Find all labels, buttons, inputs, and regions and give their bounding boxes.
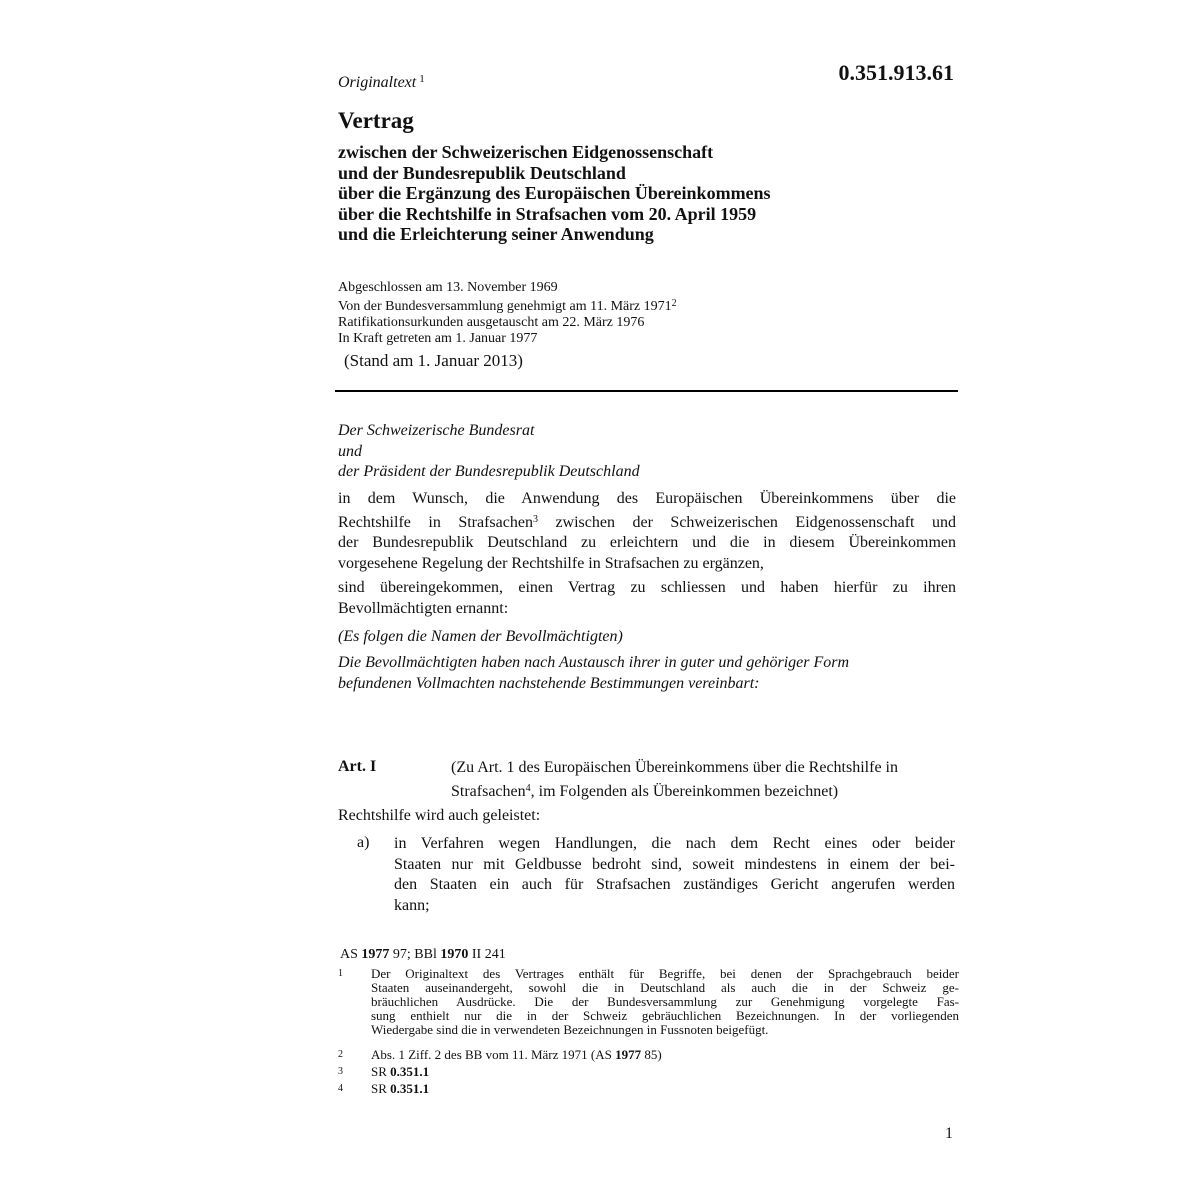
approved-text: Von der Bundesversammlung genehmigt am 11. März 1971 [338,299,672,314]
sr-number: 0.351.913.61 [838,60,954,85]
text-line: Der Originaltext des Vertrages enthält für Begriffe, bei denen der Sprachgebrauch beider [371,966,959,981]
article-label: Art. I [338,758,377,775]
party-line: und [338,442,362,460]
text-span: 85) [641,1047,662,1062]
preamble-paragraph-2 [338,578,956,619]
bbl-year: 1970 [440,947,469,962]
in-force-date: In Kraft getreten am 1. Januar 1977 [338,331,538,346]
footnote-ref-1[interactable]: 1 [419,73,425,85]
as-year: 1977 [615,1047,642,1062]
article-title [451,758,956,802]
footnote-text [371,1048,959,1062]
footnote-2 [338,1048,959,1064]
header-divider [335,390,958,392]
preamble-parties [338,421,956,483]
subtitle-line: zwischen der Schweizerischen Eidgenossenschaft [338,142,714,162]
ratified-date: Ratifikationsurkunden ausgetauscht am 22. März 1976 [338,315,645,330]
text-span: Abs. 1 Ziff. 2 des BB vom 11. März 1971 (AS [371,1047,616,1062]
sr-reference[interactable]: 0.351.1 [390,1081,430,1096]
party-line: Der Schweizerische Bundesrat [338,422,535,439]
article-intro: Rechtshilfe wird auch geleistet: [338,807,541,824]
preamble-paragraph-4 [338,653,956,694]
text-span: zwischen der Schweizerischen Eidgenossenschaft und [537,513,956,531]
text-span: II 241 [468,947,506,962]
footnote-ref-4[interactable]: 4 [525,782,531,794]
text-span: Strafsachen [451,782,526,800]
subtitle-line: über die Rechtshilfe in Strafsachen vom 20. April 1959 [338,203,757,224]
text-line: in Verfahren wegen Handlungen, die nach dem Recht eines oder beider [394,835,955,852]
footnote-text [371,967,959,1037]
text-span: SR [371,1064,391,1079]
text-span: 97; BBl [389,947,441,962]
text-line: (Zu Art. 1 des Europäischen Übereinkommens über die Rechtshilfe in [451,759,898,776]
text-line: bräuchlichen Ausdrücke. Die der Bundesversammlung zur Genehmigung vorgelegte Fas- [371,994,959,1009]
plenipotentiaries-note: (Es folgen die Namen der Bevollmächtigten) [338,628,623,645]
original-text-word: Originaltext [338,74,417,91]
party-line: der Präsident der Bundesrepublik Deutschland [338,463,640,480]
text-line: sind übereingekommen, einen Vertrag zu schliessen und haben hierfür zu ihren [338,579,956,596]
preamble-paragraph-1 [338,489,956,574]
text-span: Rechtshilfe in Strafsachen [338,513,533,531]
status-date: (Stand am 1. Januar 2013) [344,351,523,370]
list-item-letter: a) [357,834,370,851]
concluded-date: Abgeschlossen am 13. November 1969 [338,280,558,295]
footnote-text [371,1065,959,1079]
text-line: vorgesehene Regelung der Rechtshilfe in Strafsachen zu ergänzen, [338,554,764,572]
subtitle-line: und der Bundesrepublik Deutschland [338,162,626,183]
text-line: Staaten nur mit Geldbusse bedroht sind, soweit mindestens in einem der bei- [394,855,955,873]
approved-date [338,296,677,315]
list-item-text [394,834,955,916]
subtitle-line: über die Ergänzung des Europäischen Übereinkommens [338,183,771,203]
text-line: Die Bevollmächtigten haben nach Austausch ihrer in guter und gehöriger Form [338,654,850,671]
document-subtitle [338,142,771,245]
page-number: 1 [945,1125,953,1142]
footnote-ref-3[interactable]: 3 [532,513,538,525]
footnote-4 [338,1082,959,1098]
text-line: Bevollmächtigten ernannt: [338,599,509,617]
as-year: 1977 [361,947,390,962]
official-collection-ref [340,947,506,963]
text-line: der Bundesrepublik Deutschland zu erleichtern und die in diesem Übereinkommen [338,534,956,551]
footnote-text [371,1082,959,1096]
text-span: , im Folgenden als Übereinkommen bezeichnet) [530,782,839,800]
footnote-ref-2[interactable]: 2 [671,298,677,309]
text-line: Staaten auseinandergeht, sowohl die in Deutschland als auch die in der Schweiz ge- [371,980,959,995]
document-title: Vertrag [338,108,414,133]
text-line [451,779,956,803]
text-line: kann; [394,896,430,914]
text-line: den Staaten ein auch für Strafsachen zuständiges Gericht angerufen werden [394,876,955,893]
text-span: SR [371,1081,391,1096]
sr-reference[interactable]: 0.351.1 [390,1064,430,1079]
footnote-number: 2 [338,1049,343,1060]
text-line [338,510,956,534]
footnote-3 [338,1065,959,1081]
text-line: in dem Wunsch, die Anwendung des Europäischen Übereinkommens über die [338,490,956,507]
text-line: befundenen Vollmachten nachstehende Bestimmungen vereinbart: [338,674,760,692]
original-text-label [338,73,425,92]
treaty-metadata [338,280,677,347]
text-span: AS [340,947,362,962]
text-line: sung enthielt nur die in der Schweiz gebräuchlichen Bezeichnungen. In der vorliegenden [371,1008,959,1023]
footnote-1 [338,967,959,1039]
footnote-number: 4 [338,1083,343,1094]
footnote-number: 1 [338,968,343,979]
footnote-number: 3 [338,1066,343,1077]
subtitle-line: und die Erleichterung seiner Anwendung [338,224,654,244]
text-line: Wiedergabe sind die in verwendeten Bezeichnungen in Fussnoten beigefügt. [371,1022,769,1037]
